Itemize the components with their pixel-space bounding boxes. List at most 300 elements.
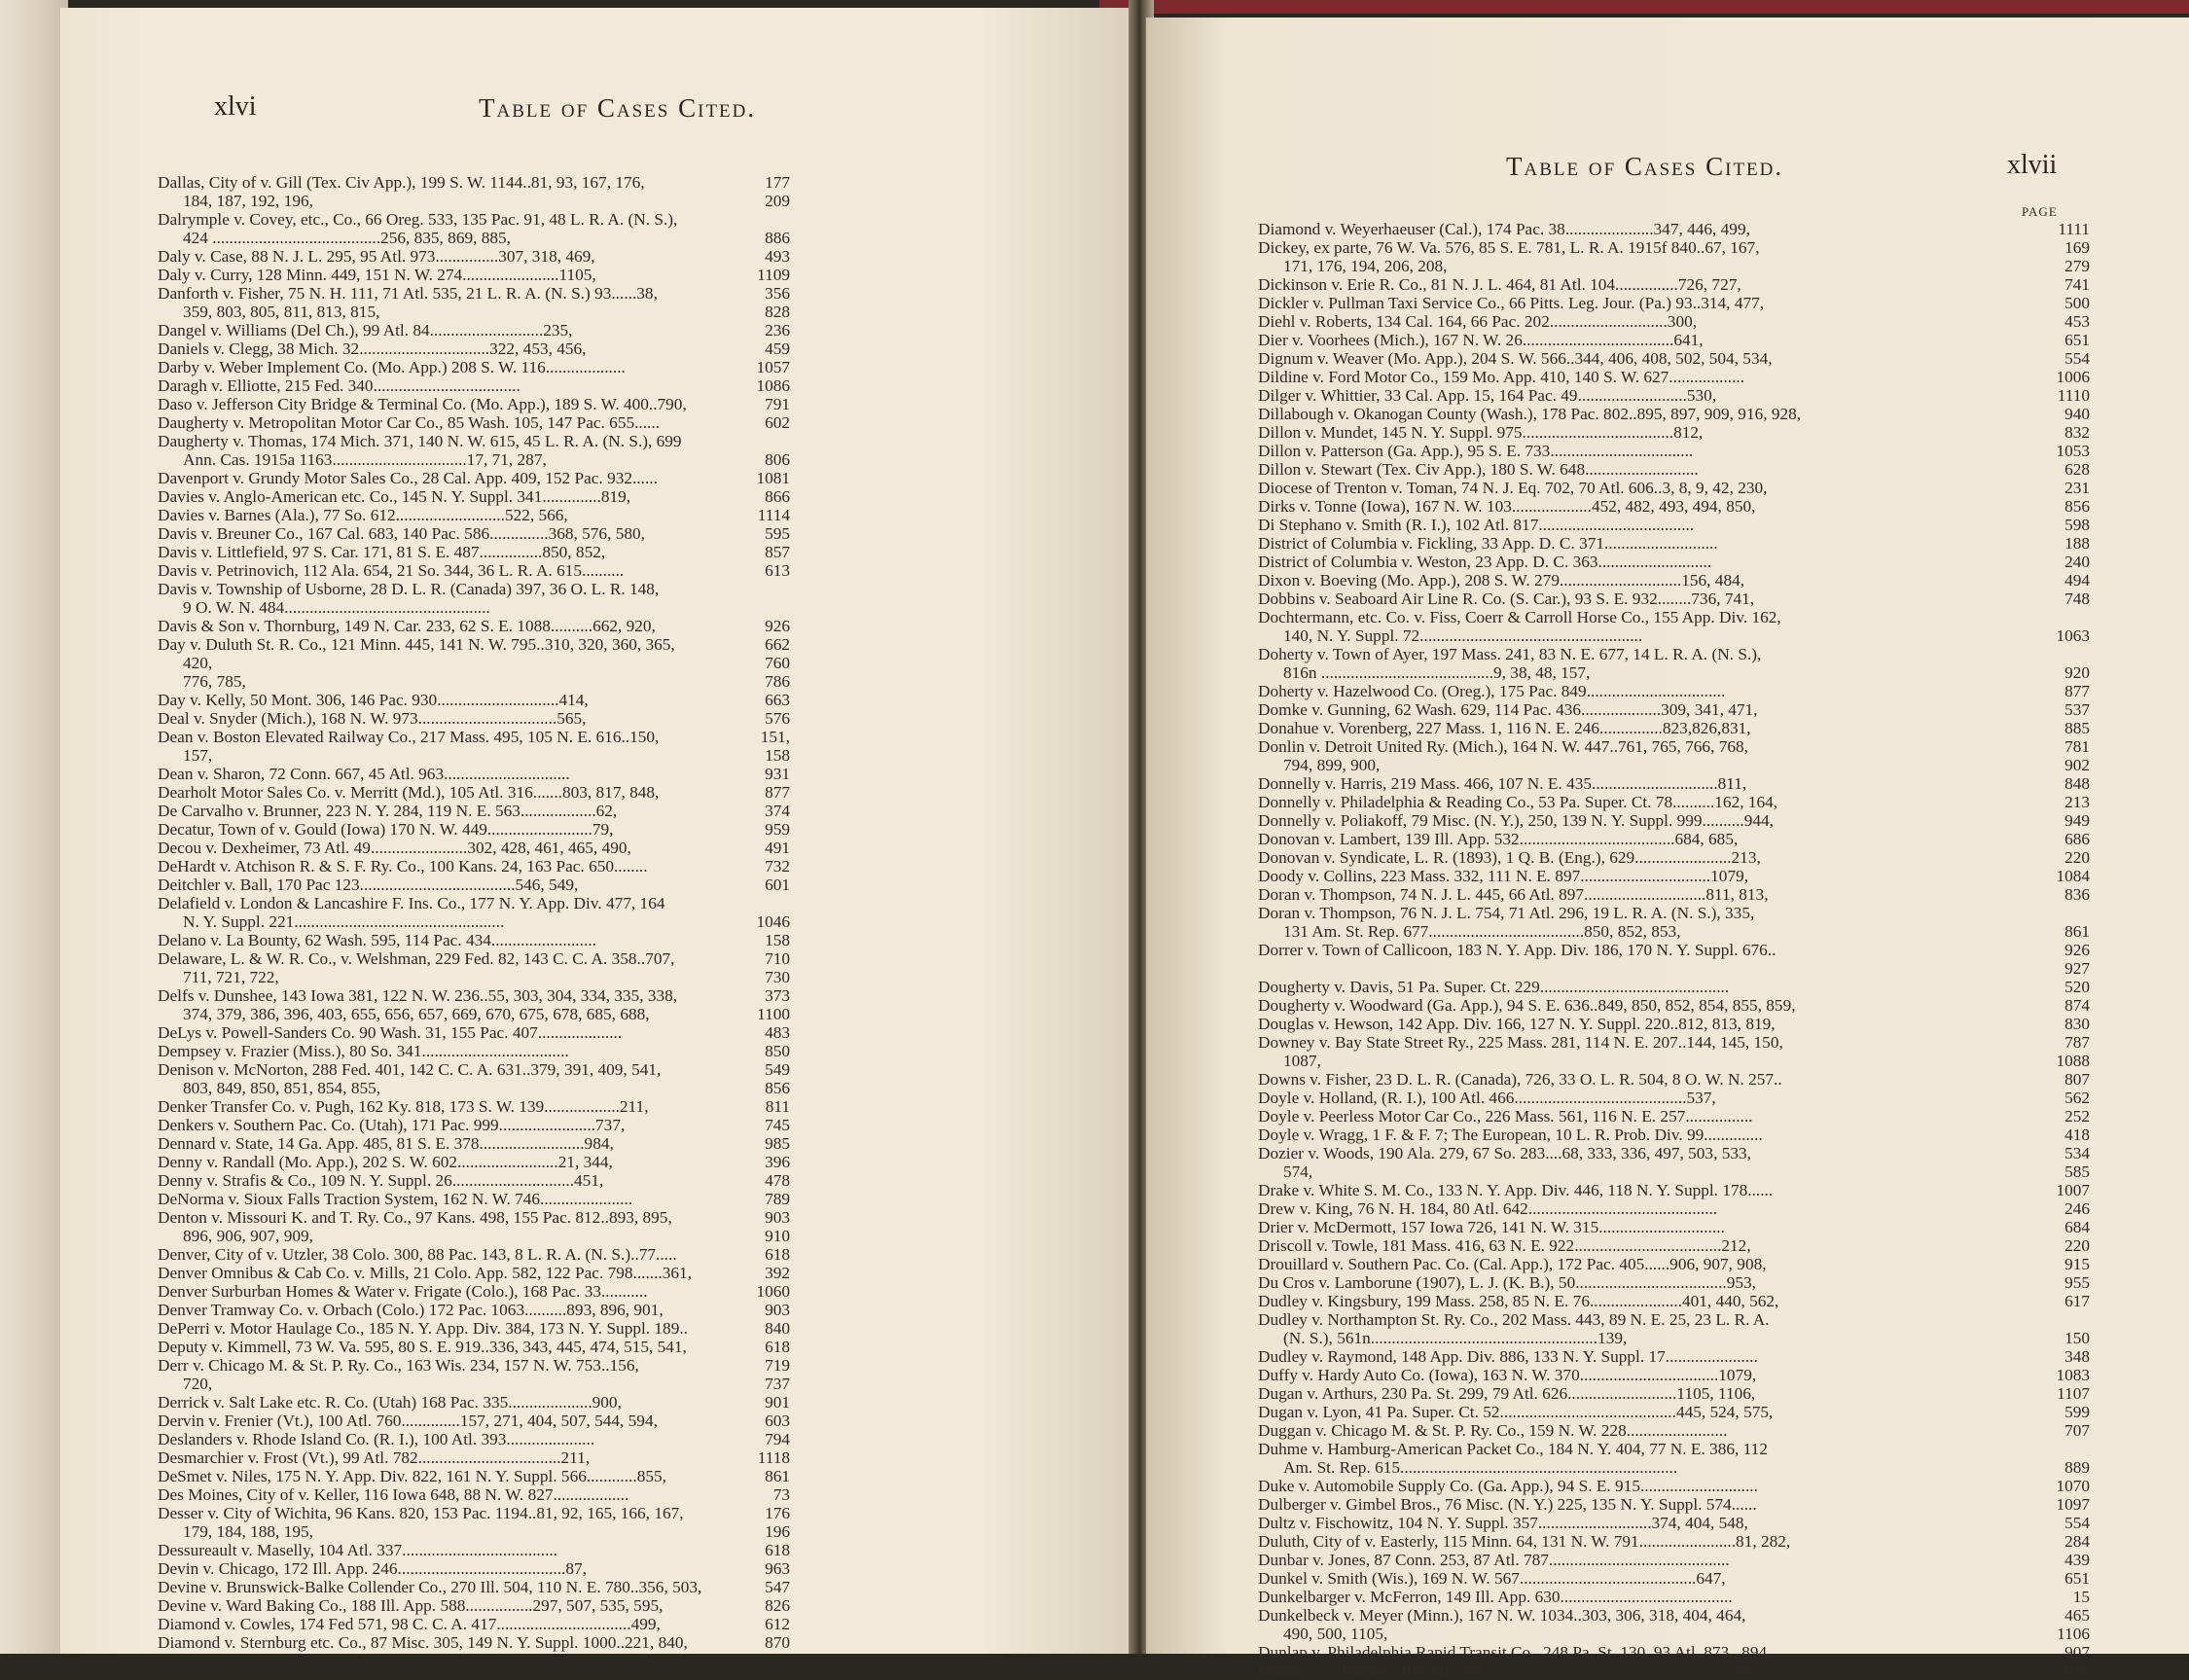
cited-page-number: 418 [2064,1126,2090,1144]
case-entry [1258,1255,2090,1273]
case-citation: Dixon v. Boeving (Mo. App.), 208 S. W. 279.............................156, 484, [1258,571,1745,590]
page-number-right: xlvii [2007,150,2058,180]
case-entry [158,654,790,672]
case-citation: Delaware, L. & W. R. Co., v. Welshman, 229 Fed. 82, 143 C. C. A. 358..707, [158,949,675,968]
case-citation: Dudley v. Northampton St. Ry. Co., 202 Mass. 443, 89 N. E. 25, 23 L. R. A. [1258,1310,1770,1329]
case-citation: Donovan v. Syndicate, L. R. (1893), 1 Q. B. (Eng.), 629.......................213, [1258,848,1761,867]
case-citation: 490, 500, 1105, [1283,1625,1388,1643]
case-citation: Dearholt Motor Sales Co. v. Merritt (Md.), 105 Atl. 316.......803, 817, 848, [158,783,660,802]
case-entry [1258,1310,2090,1329]
case-citation: Am. St. Rep. 615.................................................................. [1283,1458,1678,1477]
case-citation: Dean v. Boston Elevated Railway Co., 217 Mass. 495, 105 N. E. 616..150, [158,728,660,746]
case-entry [158,1412,790,1430]
cited-page-number: 926 [2064,941,2090,959]
case-entry [1258,479,2090,497]
cited-page-number: 1070 [2056,1477,2090,1495]
case-entry [1258,848,2090,867]
case-entry [1258,1495,2090,1514]
cited-page-number: 940 [2064,405,2090,423]
case-entry [158,1633,790,1652]
case-entry [158,1282,790,1301]
case-entry [158,303,790,321]
case-entry [158,1023,790,1042]
book-cover-edge [1099,0,2189,14]
case-citation: Dangel v. Williams (Del Ch.), 99 Atl. 84...........................235, [158,321,573,340]
case-entry [1258,1126,2090,1144]
case-citation: Dultz v. Fischowitz, 104 N. Y. Suppl. 357...........................374, 404, 548, [1258,1514,1748,1532]
case-entry [158,284,790,303]
case-citation: Darby v. Weber Implement Co. (Mo. App.) 208 S. W. 116................... [158,358,626,376]
case-citation: Dier v. Voorhees (Mich.), 167 N. W. 26....................................641, [1258,331,1704,349]
case-citation: Davies v. Barnes (Ala.), 77 So. 612..........................522, 566, [158,506,568,524]
cited-page-number: 707 [2064,1421,2090,1440]
case-entry [1258,922,2090,941]
case-citation: Dougherty v. Davis, 51 Pa. Super. Ct. 229............................................. [1258,978,1730,996]
cited-page-number: 453 [2064,312,2090,331]
case-entry [1258,1107,2090,1126]
right-page [1146,18,2189,1680]
cited-page-number: 279 [2064,257,2090,275]
cited-page-number: 188 [2064,534,2090,553]
case-citation: 420, [183,654,213,672]
cited-page-number: 787 [2064,1033,2090,1052]
case-citation: Dervin v. Frenier (Vt.), 100 Atl. 760..............157, 271, 404, 507, 544, 594, [158,1412,658,1430]
case-entry [158,1504,790,1522]
case-citation: Devin v. Chicago, 172 Ill. App. 246........................................87, [158,1559,587,1578]
cited-page-number: 494 [2064,571,2090,590]
case-entry [158,1060,790,1079]
case-citation: Denny v. Strafis & Co., 109 N. Y. Suppl. 26.............................451, [158,1171,604,1190]
case-entry [158,1522,790,1541]
case-entry [158,487,790,506]
case-citation: Davis v. Petrinovich, 112 Ala. 654, 21 So. 344, 36 L. R. A. 615.......... [158,561,625,580]
case-citation: (N. S.), 561n......................................................139, [1283,1329,1628,1347]
case-entry [158,746,790,765]
case-citation: Dunbar v. Jones, 87 Conn. 253, 87 Atl. 787........................................... [1258,1551,1730,1569]
case-citation: Drouillard v. Southern Pac. Co. (Cal. App.), 172 Pac. 405......906, 907, 908, [1258,1255,1767,1273]
case-citation: Duhme v. Hamburg-American Packet Co., 184 N. Y. 404, 77 N. E. 386, 112 [1258,1440,1768,1458]
case-citation: Daugherty v. Metropolitan Motor Car Co., 85 Wash. 105, 147 Pac. 655...... [158,413,661,432]
case-entry [1258,1403,2090,1421]
case-citation: District of Columbia v. Weston, 23 App. D. C. 363........................... [1258,553,1712,571]
case-entry [158,1153,790,1171]
case-entry [1258,978,2090,996]
cited-page-number: 856 [765,1079,790,1097]
cited-page-number: 1084 [2056,867,2090,885]
case-citation: Dickler v. Pullman Taxi Service Co., 66 Pitts. Leg. Jour. (Pa.) 93..314, 477, [1258,294,1765,312]
cited-page-number: 828 [765,303,790,321]
case-citation: Doran v. Thompson, 74 N. J. L. 445, 66 Atl. 897.............................811, 813, [1258,885,1769,904]
case-citation: Donnelly v. Harris, 219 Mass. 466, 107 N. E. 435..............................811, [1258,774,1747,793]
case-entry [1258,1218,2090,1236]
case-entry [158,1485,790,1504]
case-citation: Dunlap v. Philadelphia Rapid Transit Co., 248 Pa. St. 130, 93 Atl. 873...894, [1258,1643,1772,1662]
case-entry [1258,700,2090,719]
case-entry [158,1356,790,1375]
cited-page-number: 1107 [2057,1384,2090,1403]
case-citation: Du Cros v. Lamborune (1907), L. J. (K. B.), 50....................................953, [1258,1273,1756,1292]
cited-page-number: 612 [765,1615,790,1633]
cited-page-number: 902 [2064,756,2090,774]
case-entry [1258,386,2090,405]
cited-page-number: 926 [765,617,790,635]
case-entry [1258,1033,2090,1052]
case-entry [1258,405,2090,423]
case-citation: Daly v. Case, 88 N. J. L. 295, 95 Atl. 973...............307, 318, 469, [158,247,595,266]
cited-page-number: 1083 [2056,1366,2090,1384]
case-entry [1258,238,2090,257]
case-citation: Drew v. King, 76 N. H. 184, 80 Atl. 642............................................. [1258,1199,1718,1218]
case-citation: Desmarchier v. Frost (Vt.), 99 Atl. 782..................................211, [158,1448,591,1467]
cited-page-number: 856 [2064,497,2090,516]
case-entry [158,802,790,820]
cited-page-number: 595 [765,524,790,543]
case-citation: Denkers v. Southern Pac. Co. (Utah), 171 Pac. 999.......................737, [158,1116,626,1134]
cited-page-number: 684 [2064,1218,2090,1236]
cited-page-number: 549 [765,1060,790,1079]
case-entry [158,469,790,487]
case-citation: Diamond v. Sternburg etc. Co., 87 Misc. 305, 149 N. Y. Suppl. 1000..221, 840, [158,1633,688,1652]
case-citation: Diocese of Trenton v. Toman, 74 N. J. Eq. 702, 70 Atl. 606..3, 8, 9, 42, 230, [1258,479,1768,497]
case-entry [1258,1181,2090,1199]
case-entry [1258,1292,2090,1310]
case-entry [1258,1329,2090,1347]
case-entry [158,1375,790,1393]
cited-page-number: 1046 [756,912,790,931]
cited-page-number: 949 [2064,811,2090,830]
cited-page-number: 491 [765,839,790,857]
case-entry [1258,220,2090,238]
case-entry [158,376,790,395]
case-entry [158,820,790,839]
cited-page-number: 963 [765,1559,790,1578]
cited-page-number: 554 [2064,1514,2090,1532]
cited-page-number: 789 [765,1190,790,1208]
case-entry [1258,1514,2090,1532]
cited-page-number: 601 [765,876,790,894]
case-entry [1258,1588,2090,1606]
running-title-left: Table of Cases Cited. [479,93,757,123]
cited-page-number: 396 [765,1153,790,1171]
case-citation: De Carvalho v. Brunner, 223 N. Y. 284, 119 N. E. 563..................62, [158,802,618,820]
case-entry [1258,996,2090,1015]
case-citation: Drier v. McDermott, 157 Iowa 726, 141 N. W. 315.............................. [1258,1218,1725,1236]
case-citation: Dobbins v. Seaboard Air Line R. Co. (S. Car.), 93 S. E. 932........736, 741, [1258,590,1755,608]
cited-page-number: 493 [765,247,790,266]
cited-page-number: 547 [765,1578,790,1596]
case-entry [1258,275,2090,294]
case-entry [158,1467,790,1485]
cited-page-number: 840 [765,1319,790,1338]
case-citation: Desser v. City of Wichita, 96 Kans. 820, 153 Pac. 1194..81, 92, 165, 166, 167, [158,1504,684,1522]
case-citation: Dozier v. Woods, 190 Ala. 279, 67 So. 283....68, 333, 336, 497, 503, 533, [1258,1144,1751,1162]
case-entry [158,192,790,210]
case-citation: Derrick v. Salt Lake etc. R. Co. (Utah) 168 Pac. 335....................900, [158,1393,622,1412]
cited-page-number: 848 [2064,774,2090,793]
case-entry [1258,590,2090,608]
case-entry [158,210,790,229]
case-entry [1258,534,2090,553]
case-entry [158,321,790,340]
case-citation: Delfs v. Dunshee, 143 Iowa 381, 122 N. W. 236..55, 303, 304, 334, 335, 338, [158,986,678,1005]
case-citation: Deitchler v. Ball, 170 Pac 123.....................................546, 549, [158,876,579,894]
cited-page-number: 478 [765,1171,790,1190]
case-list-left [158,173,790,1652]
cited-page-number: 628 [2064,460,2090,479]
cited-page-number: 246 [2064,1199,2090,1218]
cited-page-number: 585 [2064,1162,2090,1181]
case-entry [158,783,790,802]
case-entry [158,1116,790,1134]
cited-page-number: 1063 [2056,626,2090,645]
case-citation: Dillon v. Patterson (Ga. App.), 95 S. E. 733.................................. [1258,442,1694,460]
page-edges [0,0,68,1654]
cited-page-number: 826 [765,1596,790,1615]
case-entry [158,1541,790,1559]
case-citation: Dunmore v. Padden, 105 Atl. 559...........................................................836, [1258,1662,1761,1680]
case-citation: 720, [183,1375,213,1393]
case-entry [158,1264,790,1282]
cited-page-number: 240 [2064,553,2090,571]
case-citation: Domke v. Gunning, 62 Wash. 629, 114 Pac. 436...................309, 341, 471, [1258,700,1758,719]
case-entry [158,949,790,968]
case-citation: Duffy v. Hardy Auto Co. (Iowa), 163 N. W. 370.................................1079, [1258,1366,1757,1384]
case-citation: N. Y. Suppl. 221.................................................. [183,912,505,931]
cited-page-number: 927 [2064,959,2090,978]
case-entry [158,561,790,580]
cited-page-number: 931 [765,765,790,783]
cited-page-number: 877 [765,783,790,802]
case-entry [158,1338,790,1356]
case-entry [158,894,790,912]
cited-page-number: 781 [2064,737,2090,756]
case-citation: Dignum v. Weaver (Mo. App.), 204 S. W. 566..344, 406, 408, 502, 504, 534, [1258,349,1773,368]
cited-page-number: 169 [2064,238,2090,257]
cited-page-number: 874 [2064,996,2090,1015]
case-citation: Dildine v. Ford Motor Co., 159 Mo. App. 410, 140 S. W. 627.................. [1258,368,1745,386]
case-entry [158,1430,790,1448]
case-citation: Derr v. Chicago M. & St. P. Ry. Co., 163 Wis. 234, 157 N. W. 753..156, [158,1356,639,1375]
case-citation: Diehl v. Roberts, 134 Cal. 164, 66 Pac. 202............................300, [1258,312,1698,331]
case-entry [1258,571,2090,590]
cited-page-number: 1081 [756,469,790,487]
case-citation: Drake v. White S. M. Co., 133 N. Y. App. Div. 446, 118 N. Y. Suppl. 178...... [1258,1181,1774,1199]
cited-page-number: 737 [765,1375,790,1393]
case-citation: Donovan v. Lambert, 139 Ill. App. 532.....................................684, 685, [1258,830,1739,848]
case-citation: Deputy v. Kimmell, 73 W. Va. 595, 80 S. E. 919..336, 343, 445, 474, 515, 541, [158,1338,687,1356]
case-citation: Donnelly v. Poliakoff, 79 Misc. (N. Y.), 250, 139 N. Y. Suppl. 999..........944, [1258,811,1774,830]
case-citation: Dudley v. Raymond, 148 App. Div. 886, 133 N. Y. Suppl. 17...................... [1258,1347,1758,1366]
case-entry [158,266,790,284]
case-entry [1258,959,2090,978]
cited-page-number: 907 [2064,1643,2090,1662]
case-citation: Daso v. Jefferson City Bridge & Terminal Co. (Mo. App.), 189 S. W. 400..790, [158,395,687,413]
case-citation: Delafield v. London & Lancashire F. Ins. Co., 177 N. Y. App. Div. 477, 164 [158,894,665,912]
cited-page-number: 760 [765,654,790,672]
case-entry [1258,1569,2090,1588]
cited-page-number: 651 [2064,1569,2090,1588]
case-entry [1258,941,2090,959]
case-entry [158,691,790,709]
case-citation: 1087, [1283,1052,1321,1070]
cited-page-number: 1110 [2057,386,2090,405]
case-entry [158,765,790,783]
case-entry [1258,553,2090,571]
cited-page-number: 15 [2072,1588,2090,1606]
case-entry [1258,904,2090,922]
case-entry [158,672,790,691]
case-entry [1258,349,2090,368]
case-citation: DePerri v. Motor Haulage Co., 185 N. Y. App. Div. 384, 173 N. Y. Suppl. 189.. [158,1319,688,1338]
case-entry [1258,1162,2090,1181]
case-entry [158,1596,790,1615]
cited-page-number: 374 [765,802,790,820]
case-entry [158,728,790,746]
cited-page-number: 613 [765,561,790,580]
cited-page-number: 877 [2064,682,2090,700]
case-citation: Deal v. Snyder (Mich.), 168 N. W. 973.................................565, [158,709,587,728]
case-entry [1258,1144,2090,1162]
case-entry [158,1301,790,1319]
case-entry [158,450,790,469]
case-entry [158,839,790,857]
cited-page-number: 252 [2064,1107,2090,1126]
case-entry [158,1615,790,1633]
case-citation: Devine v. Brunswick-Balke Collender Co., 270 Ill. 504, 110 N. E. 780..356, 503, [158,1578,702,1596]
cited-page-number: 392 [765,1264,790,1282]
case-citation: Dunkel v. Smith (Wis.), 169 N. W. 567..........................................647, [1258,1569,1726,1588]
cited-page-number: 177 [765,173,790,192]
cited-page-number: 602 [765,413,790,432]
case-citation: Diamond v. Cowles, 174 Fed 571, 98 C. C. A. 417................................499, [158,1615,661,1633]
case-citation: 131 Am. St. Rep. 677.....................................850, 852, 853, [1283,922,1681,941]
case-citation: 359, 803, 805, 811, 813, 815, [183,303,380,321]
case-citation: District of Columbia v. Fickling, 33 App. D. C. 371........................... [1258,534,1718,553]
case-entry [1258,294,2090,312]
case-citation: Doyle v. Peerless Motor Car Co., 226 Mass. 561, 116 N. E. 257................ [1258,1107,1753,1126]
cited-page-number: 730 [765,968,790,986]
case-entry [1258,737,2090,756]
case-entry [158,524,790,543]
cited-page-number: 1088 [2056,1052,2090,1070]
case-citation: 140, N. Y. Suppl. 72..................................................... [1283,626,1643,645]
cited-page-number: 786 [765,672,790,691]
case-citation: 424 ........................................256, 835, 869, 885, [183,229,511,247]
cited-page-number: 955 [2064,1273,2090,1292]
case-entry [1258,1440,2090,1458]
case-list-right [1258,220,2090,1680]
cited-page-number: 903 [765,1208,790,1227]
cited-page-number: 618 [765,1245,790,1264]
case-citation: 171, 176, 194, 206, 208, [1283,257,1448,275]
cited-page-number: 1060 [756,1282,790,1301]
cited-page-number: 1007 [2056,1181,2090,1199]
case-entry [1258,830,2090,848]
case-entry [158,1227,790,1245]
cited-page-number: 220 [2064,848,2090,867]
case-entry [158,432,790,450]
cited-page-number: 158 [765,746,790,765]
case-entry [1258,867,2090,885]
case-citation: 803, 849, 850, 851, 854, 855, [183,1079,381,1097]
case-entry [1258,1236,2090,1255]
case-citation: Denver Tramway Co. v. Orbach (Colo.) 172 Pac. 1063..........893, 896, 901, [158,1301,664,1319]
cited-page-number: 861 [2064,922,2090,941]
case-citation: Downey v. Bay State Street Ry., 225 Mass. 281, 114 N. E. 207..144, 145, 150, [1258,1033,1783,1052]
case-citation: DeNorma v. Sioux Falls Traction System, 162 N. W. 746...................... [158,1190,633,1208]
cited-page-number: 576 [765,709,790,728]
cited-page-number: 866 [765,487,790,506]
case-citation: Dirks v. Tonne (Iowa), 167 N. W. 103...................452, 482, 493, 494, 850, [1258,497,1756,516]
case-citation: Daragh v. Elliotte, 215 Fed. 340................................... [158,376,520,395]
cited-page-number: 1097 [2056,1495,2090,1514]
case-entry [1258,1015,2090,1033]
cited-page-number: 1006 [2056,368,2090,386]
cited-page-number: 1100 [757,1005,790,1023]
case-entry [1258,719,2090,737]
case-citation: Dilger v. Whittier, 33 Cal. App. 15, 164 Pac. 49..........................530, [1258,386,1717,405]
case-citation: Dugan v. Arthurs, 230 Pa. St. 299, 79 Atl. 626..........................1105, 1106, [1258,1384,1756,1403]
case-entry [1258,1052,2090,1070]
cited-page-number: 662 [765,635,790,654]
case-entry [158,229,790,247]
cited-page-number: 220 [2064,1236,2090,1255]
case-entry [158,709,790,728]
case-citation: Decou v. Dexheimer, 73 Atl. 49.......................302, 428, 461, 465, 490, [158,839,631,857]
cited-page-number: 870 [765,1633,790,1652]
cited-page-number: 806 [765,450,790,469]
cited-page-number: 520 [2064,978,2090,996]
case-entry [158,598,790,617]
cited-page-number: 1111 [2058,220,2090,238]
case-citation: Donahue v. Vorenberg, 227 Mass. 1, 116 N. E. 246...............823,826,831, [1258,719,1751,737]
case-entry [1258,1551,2090,1569]
case-entry [158,1042,790,1060]
case-entry [1258,1384,2090,1403]
case-citation: 179, 184, 188, 195, [183,1522,313,1541]
cited-page-number: 903 [765,1301,790,1319]
case-citation: Daniels v. Clegg, 38 Mich. 32...............................322, 453, 456, [158,340,587,358]
case-citation: Dunkelbarger v. McFerron, 149 Ill. App. 630......................................... [1258,1588,1733,1606]
case-entry [158,912,790,931]
cited-page-number: 537 [2064,700,2090,719]
case-entry [1258,460,2090,479]
case-citation: Davenport v. Grundy Motor Sales Co., 28 Cal. App. 409, 152 Pac. 932...... [158,469,658,487]
case-citation: Doran v. Thompson, 76 N. J. L. 754, 71 Atl. 296, 19 L. R. A. (N. S.), 335, [1258,904,1755,922]
cited-page-number: 745 [765,1116,790,1134]
case-citation: Dulberger v. Gimbel Bros., 76 Misc. (N. Y.) 225, 135 N. Y. Suppl. 574...... [1258,1495,1757,1514]
case-entry [158,1559,790,1578]
cited-page-number: 886 [765,229,790,247]
case-entry [1258,1532,2090,1551]
case-entry [1258,331,2090,349]
cited-page-number: 151, [760,728,790,746]
case-citation: Dillabough v. Okanogan County (Wash.), 178 Pac. 802..895, 897, 909, 916, 928, [1258,405,1802,423]
case-entry [1258,1643,2090,1662]
case-entry [158,1393,790,1412]
case-entry [1258,1366,2090,1384]
case-entry [1258,811,2090,830]
case-citation: Duggan v. Chicago M. & St. P. Ry. Co., 159 N. W. 228........................ [1258,1421,1728,1440]
cited-page-number: 150 [2064,1329,2090,1347]
case-citation: Devine v. Ward Baking Co., 188 Ill. App. 588................297, 507, 535, 595, [158,1596,664,1615]
case-citation: Duluth, City of v. Easterly, 115 Minn. 64, 131 N. W. 791.......................81, 282, [1258,1532,1791,1551]
cited-page-number: 598 [2064,516,2090,534]
cited-page-number: 920 [2064,663,2090,682]
cited-page-number: 1118 [757,1448,790,1467]
case-entry [158,413,790,432]
cited-page-number: 373 [765,986,790,1005]
